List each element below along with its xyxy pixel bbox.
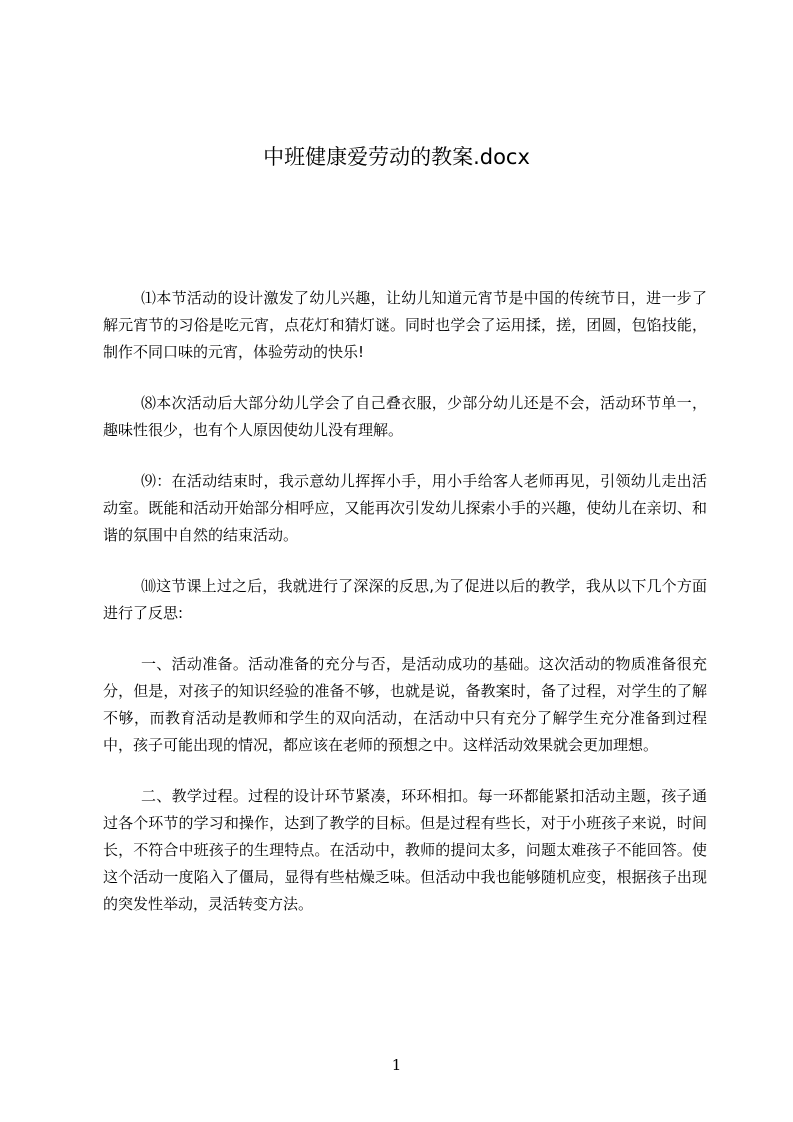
- paragraph-3: ⑼：在活动结束时，我示意幼儿挥挥小手，用小手给客人老师再见，引领幼儿走出活动室。既能和活动开始部分相呼应，又能再次引发幼儿探索小手的兴趣，使幼儿在亲切、和谐的氛围中自然的结束活动。: [103, 472, 707, 544]
- paragraph-2: ⑻本次活动后大部分幼儿学会了自己叠衣服，少部分幼儿还是不会，活动环节单一，趣味性很少，也有个人原因使幼儿没有理解。: [103, 394, 707, 439]
- paragraph-4: ⑽这节课上过之后，我就进行了深深的反思,为了促进以后的教学，我从以下几个方面进行了反思:: [103, 577, 707, 622]
- paragraph-5: 一、活动准备。活动准备的充分与否，是活动成功的基础。这次活动的物质准备很充分，但是，对孩子的知识经验的准备不够，也就是说，备教案时，备了过程，对学生的了解不够，而教育活动是教师和学生的双向活动，在活动中只有充分了解学生充分准备到过程中，孩子可能出现的情况，都应该在老师的预想之中。这样活动效果就会更加理想。: [103, 655, 707, 754]
- page-number: 1: [391, 1056, 402, 1074]
- document-title: 中班健康爱劳动的教案.docx: [263, 145, 530, 169]
- document-body: [103, 285, 707, 942]
- paragraph-6: 二、教学过程。过程的设计环节紧凑，环环相扣。每一环都能紧扣活动主题，孩子通过各个环节的学习和操作，达到了教学的目标。但是过程有些长，对于小班孩子来说，时间长，不符合中班孩子的生理特点。在活动中，教师的提问太多，问题太难孩子不能回答。使这个活动一度陷入了僵局，显得有些枯燥乏味。但活动中我也能够随机应变，根据孩子出现的突发性举动，灵活转变方法。: [103, 787, 707, 913]
- paragraph-1: ⑴本节活动的设计激发了幼儿兴趣，让幼儿知道元宵节是中国的传统节日，进一步了解元宵节的习俗是吃元宵，点花灯和猜灯谜。同时也学会了运用揉，搓，团圆，包馅技能，制作不同口味的元宵，体验劳动的快乐!: [103, 289, 707, 361]
